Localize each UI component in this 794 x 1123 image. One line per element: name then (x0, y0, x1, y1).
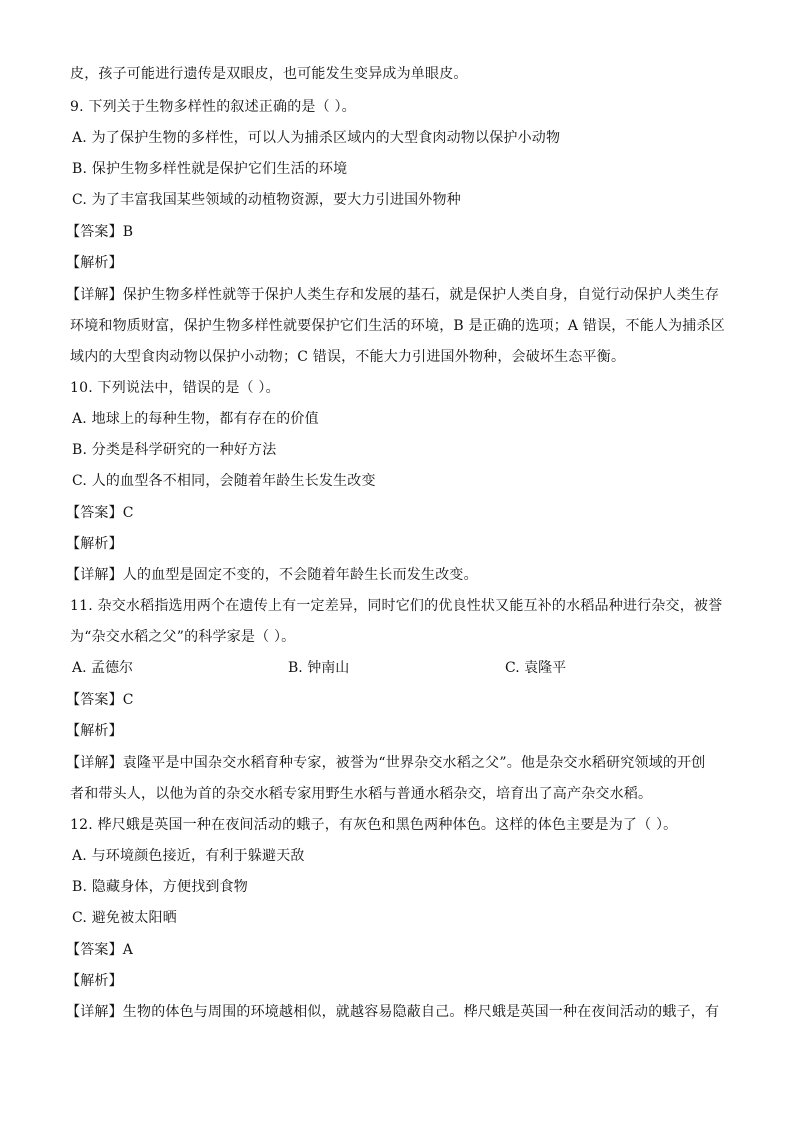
intro-text: 皮，孩子可能进行遗传是双眼皮，也可能发生变异成为单眼皮。 (70, 66, 468, 82)
question-9-option-c: C. 为了丰富我国某些领域的动植物资源，要大力引进国外物种 (72, 192, 461, 208)
question-12-answer: 【答案】A (66, 942, 134, 958)
question-9-option-b: B. 保护生物多样性就是保护它们生活的环境 (72, 161, 348, 177)
question-10-answer: 【答案】C (66, 505, 134, 521)
question-12-detail-line-1: 【详解】生物的体色与周围的环境越相似，就越容易隐蔽自己。桦尺蛾是英国一种在夜间活动的蛾子，有 (66, 1004, 720, 1020)
question-9-detail-line-2: 环境和物质财富，保护生物多样性就要保护它们生活的环境，B 是正确的选项；A 错误，不能人为捕杀区 (70, 318, 725, 334)
question-12-option-a: A. 与环境颜色接近，有利于躲避天敌 (72, 848, 305, 864)
question-11-stem-line-2: 为“杂交水稻之父”的科学家是（ ）。 (70, 629, 296, 645)
question-10-option-b: B. 分类是科学研究的一种好方法 (72, 442, 277, 458)
question-9-analysis: 【解析】 (66, 255, 123, 271)
question-9-option-a: A. 为了保护生物的多样性，可以人为捕杀区域内的大型食肉动物以保护小动物 (72, 130, 561, 146)
question-9-detail-line-3: 域内的大型食肉动物以保护小动物；C 错误，不能大力引进国外物种，会破坏生态平衡。 (70, 349, 626, 365)
question-10-analysis: 【解析】 (66, 536, 123, 552)
question-11-option-b: B. 钟南山 (288, 660, 350, 676)
question-11-option-c: C. 袁隆平 (505, 660, 567, 676)
question-12-stem: 12. 桦尺蛾是英国一种在夜间活动的蛾子，有灰色和黑色两种体色。这样的体色主要是为了（ ）。 (70, 817, 678, 833)
question-12-analysis: 【解析】 (66, 973, 123, 989)
question-9-stem: 9. 下列关于生物多样性的叙述正确的是（ ）。 (70, 99, 356, 115)
question-11-detail-line-2: 者和带头人，以他为首的杂交水稻专家用野生水稻与普通水稻杂交，培育出了高产杂交水稻。 (70, 786, 653, 802)
question-10-option-c: C. 人的血型各不相同，会随着年龄生长发生改变 (72, 473, 376, 489)
question-11-option-a: A. 孟德尔 (72, 660, 134, 676)
question-10-option-a: A. 地球上的每种生物，都有存在的价值 (72, 411, 319, 427)
question-10-detail-line-1: 【详解】人的血型是固定不变的，不会随着年龄生长而发生改变。 (66, 567, 478, 583)
question-11-analysis: 【解析】 (66, 723, 123, 739)
question-10-stem: 10. 下列说法中，错误的是（ ）。 (70, 380, 280, 396)
question-12-option-c: C. 避免被太阳晒 (72, 910, 177, 926)
question-9-answer: 【答案】B (66, 224, 134, 240)
question-11-detail-line-1: 【详解】袁隆平是中国杂交水稻育种专家，被誉为“世界杂交水稻之父”。他是杂交水稻研究领域的开创 (66, 755, 706, 771)
question-11-answer: 【答案】C (66, 692, 134, 708)
question-11-stem-line-1: 11. 杂交水稻指选用两个在遗传上有一定差异，同时它们的优良性状又能互补的水稻品种进行杂交，被誉 (70, 598, 723, 614)
question-9-detail-line-1: 【详解】保护生物多样性就等于保护人类生存和发展的基石，就是保护人类自身，自觉行动保护人类生存 (66, 287, 720, 303)
question-12-option-b: B. 隐藏身体，方便找到食物 (72, 879, 248, 895)
